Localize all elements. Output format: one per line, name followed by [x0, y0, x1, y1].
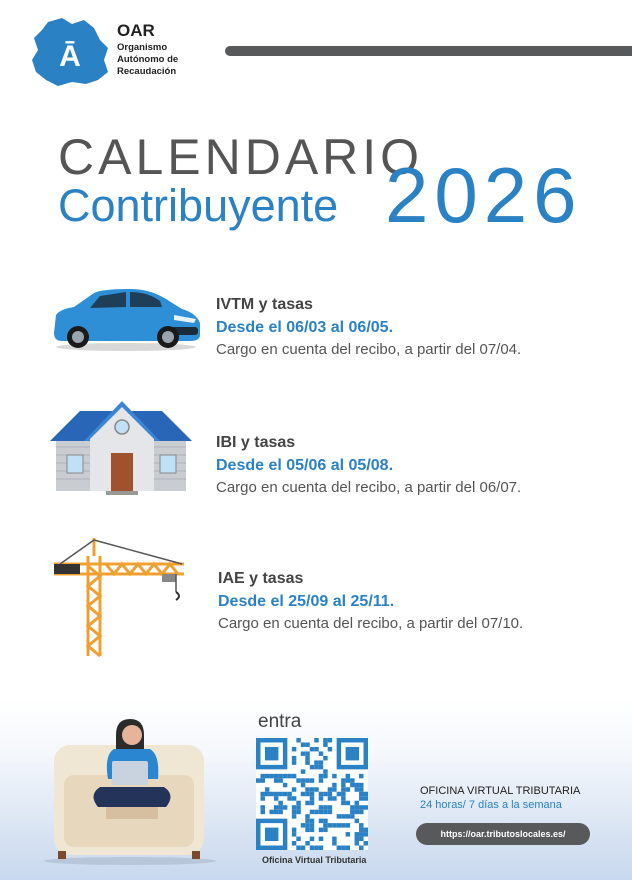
office-title: OFICINA VIRTUAL TRIBUTARIA	[420, 785, 581, 797]
oar-logo-mark-icon	[28, 14, 112, 90]
item-iae	[218, 570, 523, 632]
header-bar	[225, 46, 632, 56]
car-icon	[50, 287, 202, 353]
qr-code[interactable]	[256, 738, 368, 850]
crane-icon	[50, 536, 190, 660]
url-link[interactable]: https://oar.tributoslocales.es/	[416, 823, 590, 845]
title-calendario: CALENDARIO	[58, 129, 424, 185]
item-note: Cargo en cuenta del recibo, a partir del 06/07.	[216, 479, 522, 496]
item-dates: Desde el 06/03 al 06/05.	[216, 319, 394, 336]
qr-caption: Oficina Virtual Tributaria	[262, 855, 367, 865]
logo-subtitle: Organismo Autónomo de Recaudación	[117, 42, 179, 77]
item-dates: Desde el 05/06 al 05/08.	[216, 457, 394, 474]
office-hours: 24 horas/ 7 días a la semana	[420, 799, 562, 811]
house-icon	[50, 395, 194, 497]
item-title: IVTM y tasas	[216, 296, 313, 313]
title-year: 2026	[385, 151, 583, 239]
item-dates: Desde el 25/09 al 25/11.	[218, 593, 395, 610]
title-contribuyente: Contribuyente	[58, 180, 339, 231]
oar-logo	[28, 14, 112, 90]
item-note: Cargo en cuenta del recibo, a partir del 07/04.	[216, 341, 522, 358]
item-note: Cargo en cuenta del recibo, a partir del 07/10.	[218, 615, 524, 632]
item-title: IAE y tasas	[218, 570, 304, 587]
qr-code-icon	[256, 738, 368, 850]
item-ivtm	[216, 296, 521, 358]
entra-label: entra	[258, 711, 302, 732]
logo-mark-letter: Ā	[59, 40, 81, 73]
item-ibi	[216, 434, 521, 496]
logo-name: OAR	[117, 21, 155, 40]
item-title: IBI y tasas	[216, 434, 296, 451]
person-laptop-illustration	[40, 715, 218, 865]
